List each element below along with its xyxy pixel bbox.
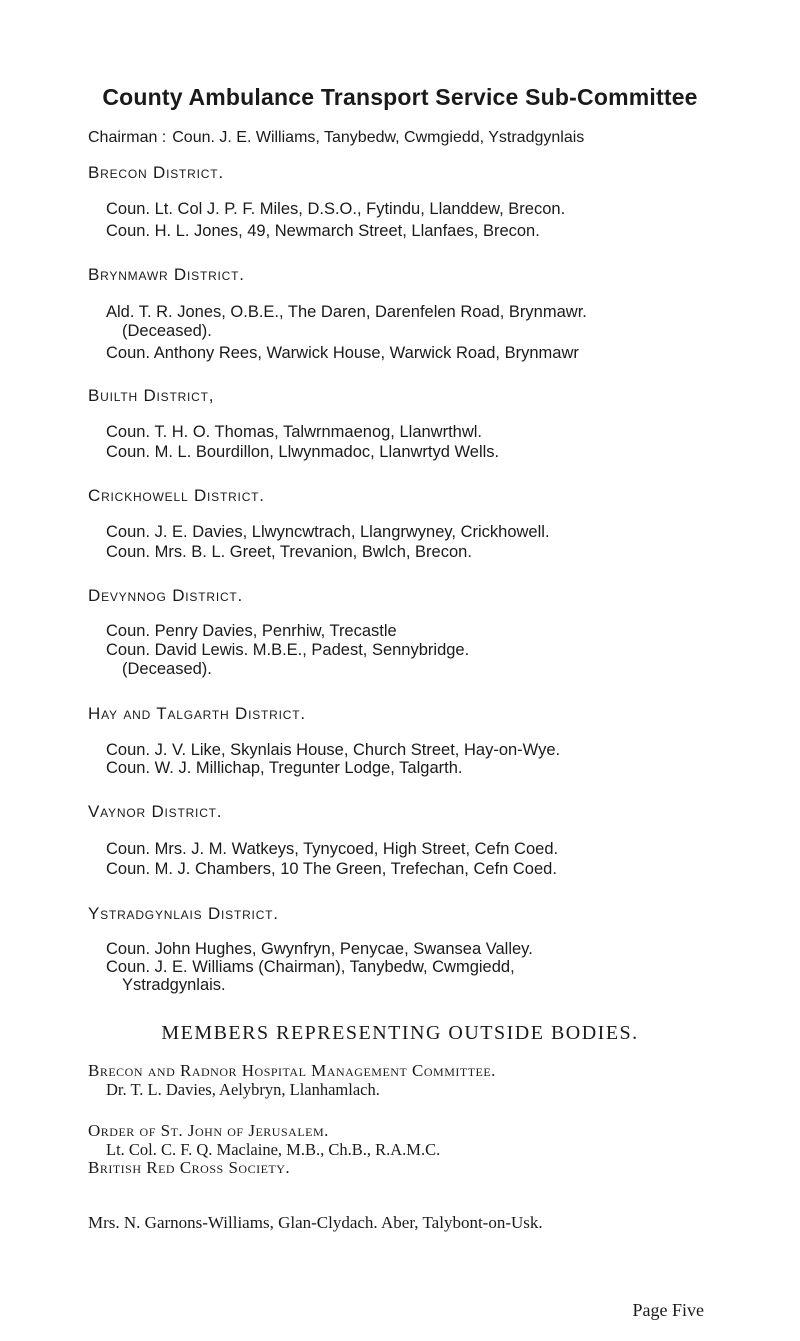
member-line: Coun. Mrs. J. M. Watkeys, Tynycoed, High Street, Cefn Coed. [106, 840, 559, 858]
member-line: Coun. John Hughes, Gwynfryn, Penycae, Swansea Valley. [106, 940, 533, 958]
district-heading: Crickhowell District. [88, 486, 265, 505]
member-line: Ald. T. R. Jones, O.B.E., The Daren, Darenfelen Road, Brynmawr. [106, 303, 587, 321]
district-heading: Brecon District. [88, 163, 224, 182]
district-heading: Ystradgynlais District. [88, 904, 279, 923]
district-heading: Hay and Talgarth District. [88, 704, 306, 723]
member-line: Coun. Mrs. B. L. Greet, Trevanion, Bwlch, Brecon. [106, 543, 472, 561]
member-line: (Deceased). [122, 660, 212, 678]
page-number: Page Five [632, 1300, 704, 1320]
member-line: Coun. H. L. Jones, 49, Newmarch Street, Llanfaes, Brecon. [106, 222, 540, 240]
member-line: Coun. T. H. O. Thomas, Talwrnmaenog, Llanwrthwl. [106, 423, 483, 441]
district-heading: Vaynor District. [88, 802, 223, 821]
page-title: County Ambulance Transport Service Sub-Committee [102, 84, 698, 110]
chairman-line [88, 129, 584, 147]
member-line: Dr. T. L. Davies, Aelybryn, Llanhamlach. [106, 1080, 380, 1099]
member-line: Coun. M. J. Chambers, 10 The Green, Trefechan, Cefn Coed. [106, 860, 557, 878]
section-title: MEMBERS REPRESENTING OUTSIDE BODIES. [161, 1022, 639, 1044]
member-line: Lt. Col. C. F. Q. Maclaine, M.B., Ch.B., R.A.M.C. [106, 1140, 441, 1159]
member-line: Coun. J. E. Williams (Chairman), Tanybedw, Cwmgiedd, [106, 958, 515, 976]
member-line: Coun. Penry Davies, Penrhiw, Trecastle [106, 622, 397, 640]
body-heading: Order of St. John of Jerusalem. [88, 1121, 329, 1140]
member-line: Coun. David Lewis. M.B.E., Padest, Sennybridge. [106, 641, 470, 659]
member-line: Ystradgynlais. [122, 976, 226, 994]
member-line: Coun. Lt. Col J. P. F. Miles, D.S.O., Fytindu, Llanddew, Brecon. [106, 200, 566, 218]
district-heading: Brynmawr District. [88, 265, 245, 284]
member-line: Coun. Anthony Rees, Warwick House, Warwick Road, Brynmawr [106, 344, 579, 362]
member-line: (Deceased). [122, 322, 212, 340]
member-line: Coun. M. L. Bourdillon, Llwynmadoc, Llanwrtyd Wells. [106, 443, 500, 461]
district-heading: Devynnog District. [88, 586, 244, 605]
chairman-label: Chairman : [88, 129, 167, 146]
body-heading: British Red Cross Society. [88, 1158, 291, 1177]
member-line: Coun. J. E. Davies, Llwyncwtrach, Llangrwyney, Crickhowell. [106, 523, 550, 541]
member-line: Mrs. N. Garnons-Williams, Glan-Clydach. Aber, Talybont-on-Usk. [88, 1213, 543, 1232]
body-heading: Brecon and Radnor Hospital Management Committee. [88, 1061, 496, 1080]
member-line: Coun. W. J. Millichap, Tregunter Lodge, Talgarth. [106, 759, 463, 777]
member-line: Coun. J. V. Like, Skynlais House, Church Street, Hay-on-Wye. [106, 741, 561, 759]
district-heading: Builth District, [88, 386, 215, 405]
chairman-text: Coun. J. E. Williams, Tanybedw, Cwmgiedd, Ystradgynlais [172, 129, 585, 146]
